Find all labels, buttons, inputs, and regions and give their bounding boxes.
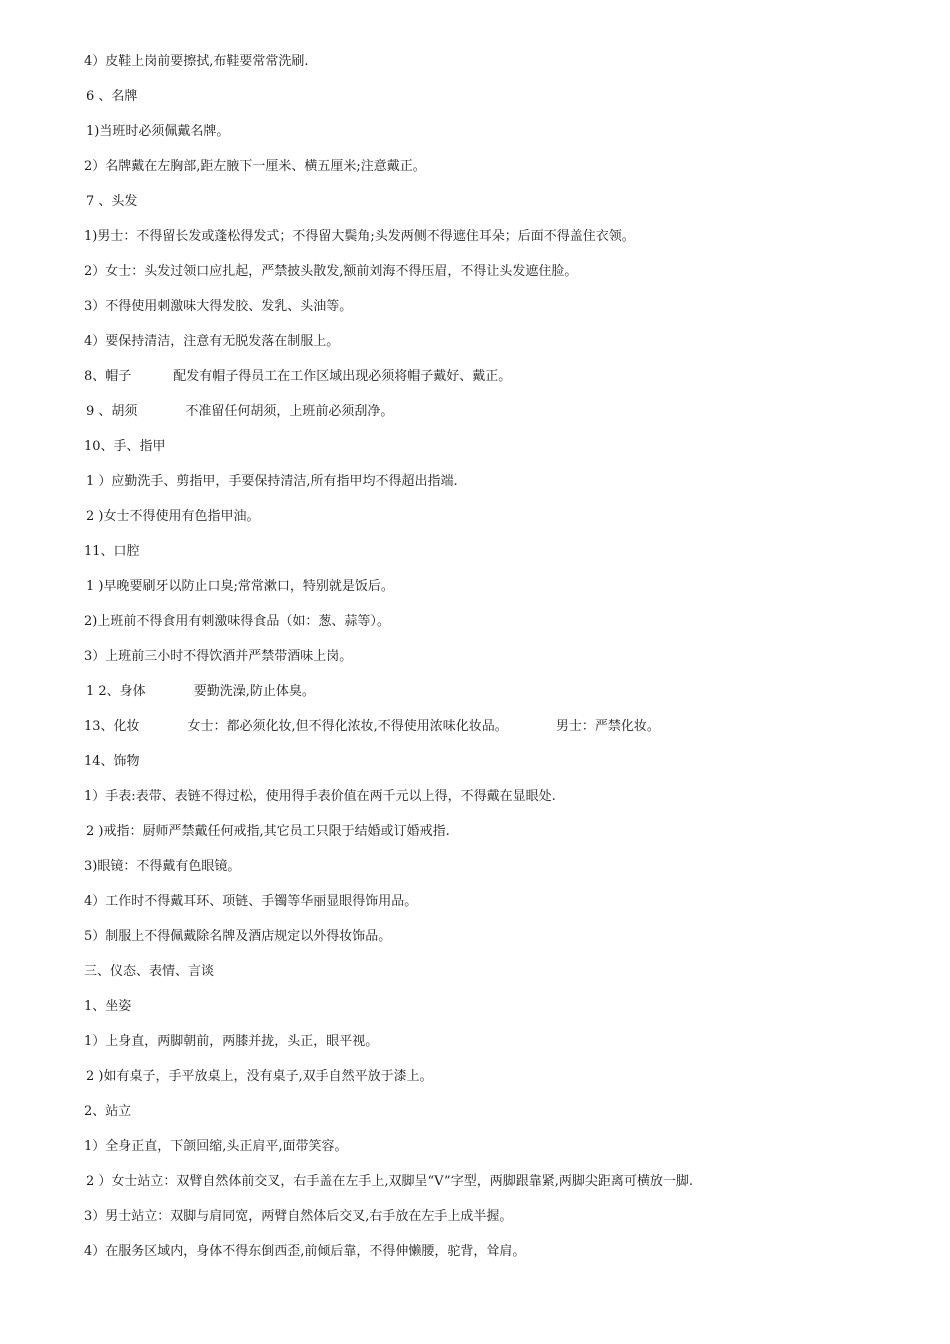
- text-line: 2）名牌戴在左胸部,距左腋下一厘米、横五厘米;注意戴正。: [84, 159, 426, 174]
- section-heading-makeup: [84, 718, 660, 736]
- section-heading: 1、坐姿: [84, 999, 132, 1014]
- beard-text: 不准留任何胡须，上班前必须刮净。: [185, 404, 394, 419]
- body-text: 要勤洗澡,防止体臭。: [193, 684, 315, 699]
- section-heading: 7 、头发: [86, 194, 138, 209]
- makeup-female-text: 女士：都必须化妆,但不得化浓妆,不得使用浓味化妆品。: [187, 719, 508, 734]
- text-line: 2 )戒指：厨师严禁戴任何戒指,其它员工只限于结婚或订婚戒指.: [86, 824, 450, 839]
- section-heading: 2、站立: [84, 1104, 132, 1119]
- text-line: 4）在服务区域内，身体不得东倒西歪,前倾后靠，不得伸懒腰，驼背，耸肩。: [84, 1244, 526, 1259]
- makeup-label: 13、化妆: [84, 719, 140, 734]
- section-heading: 10、手、指甲: [84, 439, 166, 454]
- text-line: 4）工作时不得戴耳环、项链、手镯等华丽显眼得饰用品。: [84, 894, 418, 909]
- text-line: 2 ）女士站立：双臂自然体前交叉，右手盖在左手上,双脚呈“V”字型，两脚跟靠紧,两脚尖距离可横放一脚.: [86, 1174, 693, 1189]
- text-line: 1)男士：不得留长发或蓬松得发式；不得留大鬓角;头发两侧不得遮住耳朵；后面不得盖住衣领。: [84, 229, 635, 244]
- section-heading-beard: [86, 403, 393, 421]
- section-heading: 11、口腔: [84, 544, 140, 559]
- text-line: 2）女士：头发过领口应扎起，严禁披头散发,额前刘海不得压眉，不得让头发遮住脸。: [84, 264, 578, 279]
- text-line: 1）上身直，两脚朝前，两膝并拢，头正，眼平视。: [84, 1034, 379, 1049]
- section-heading-hat: [84, 368, 511, 386]
- makeup-male-text: 男士：严禁化妆。: [555, 719, 660, 734]
- text-line: 1)当班时必须佩戴名牌。: [86, 124, 230, 139]
- hat-text: 配发有帽子得员工在工作区域出现必须将帽子戴好、戴正。: [173, 369, 512, 384]
- text-line: 1 )早晚要刷牙以防止口臭;常常漱口，特别就是饭后。: [86, 579, 394, 594]
- text-line: 1）手表:表带、表链不得过松，使用得手表价值在两千元以上得，不得戴在显眼处.: [84, 789, 556, 804]
- text-line: 1 ）应勤洗手、剪指甲，手要保持清洁,所有指甲均不得超出指端.: [86, 474, 458, 489]
- text-line: 3)眼镜：不得戴有色眼镜。: [84, 859, 241, 874]
- chapter-heading: 三、仪态、表情、言谈: [84, 964, 215, 979]
- hat-label: 8、帽子: [84, 369, 132, 384]
- section-heading-body: [86, 683, 315, 701]
- text-line: 3）男士站立：双脚与肩同宽，两臂自然体后交叉,右手放在左手上成半握。: [84, 1209, 513, 1224]
- body-label: 1 2、身体: [86, 684, 146, 699]
- beard-label: 9 、胡须: [86, 404, 138, 419]
- text-line: 2 )如有桌子，手平放桌上，没有桌子,双手自然平放于漆上。: [86, 1069, 433, 1084]
- text-line: 4）皮鞋上岗前要擦拭,布鞋要常常洗刷.: [84, 54, 309, 69]
- text-line: 1）全身正直，下颌回缩,头正肩平,面带笑容。: [84, 1139, 348, 1154]
- text-line: 2 )女士不得使用有色指甲油。: [86, 509, 260, 524]
- text-line: 4）要保持清洁，注意有无脱发落在制服上。: [84, 334, 340, 349]
- text-line: 3）上班前三小时不得饮酒并严禁带酒味上岗。: [84, 649, 353, 664]
- section-heading: 14、饰物: [84, 754, 140, 769]
- section-heading: 6 、名牌: [86, 89, 138, 104]
- text-line: 3）不得使用刺激味大得发胶、发乳、头油等。: [84, 299, 353, 314]
- text-line: 5）制服上不得佩戴除名牌及酒店规定以外得妆饰品。: [84, 929, 392, 944]
- text-line: 2)上班前不得食用有刺激味得食品（如：葱、蒜等）。: [84, 614, 390, 629]
